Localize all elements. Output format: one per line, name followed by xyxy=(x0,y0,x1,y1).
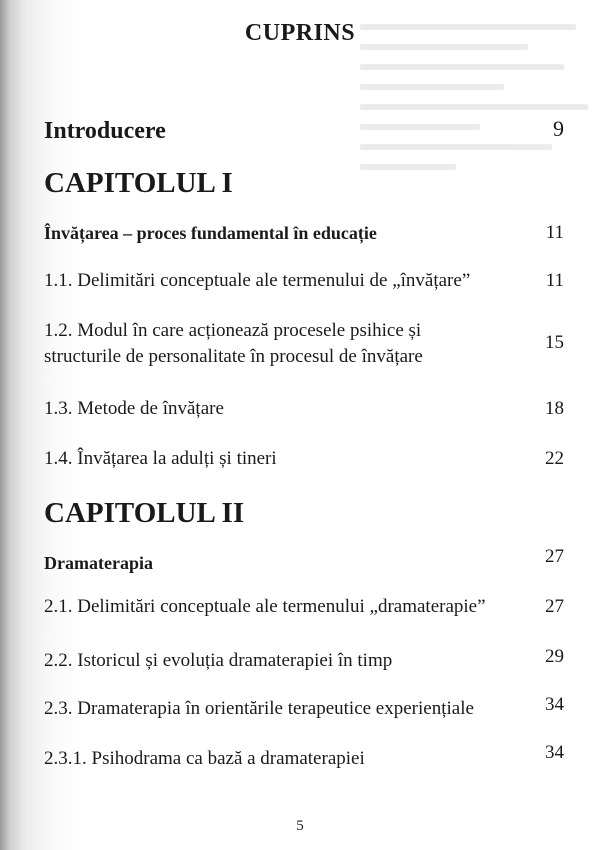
page-number: 5 xyxy=(296,818,304,834)
toc-entry-label: 1.1. Delimitări conceptuale ale termenului de „învățare” xyxy=(44,270,471,291)
toc-entry-label: Învățarea – proces fundamental în educație xyxy=(44,223,377,243)
toc-section-2 xyxy=(44,546,564,576)
toc-entry-page: 9 xyxy=(553,116,564,141)
chapter-heading-1: CAPITOLUL I xyxy=(44,167,233,199)
toc-entry-label: 2.3.1. Psihodrama ca bază a dramaterapiei xyxy=(44,748,365,769)
toc-entry-page: 18 xyxy=(545,398,564,419)
toc-entry xyxy=(44,396,564,422)
toc-entry-label: 1.3. Metode de învățare xyxy=(44,398,224,419)
toc-entry xyxy=(44,648,564,674)
toc-entry-label: 2.2. Istoricul și evoluția dramaterapiei în timp xyxy=(44,650,393,671)
toc-entry xyxy=(44,268,564,294)
toc-entry xyxy=(44,318,564,370)
toc-entry-page: 27 xyxy=(545,546,564,567)
toc-entry-page: 34 xyxy=(545,694,564,715)
toc-entry-introducere xyxy=(44,116,564,146)
toc-entry xyxy=(44,446,564,472)
toc-entry-page: 29 xyxy=(545,646,564,667)
toc-entry-page: 22 xyxy=(545,448,564,469)
toc-entry-page: 15 xyxy=(545,332,564,353)
toc-entry-label: Introducere xyxy=(44,118,166,144)
page-title: CUPRINS xyxy=(244,20,356,46)
toc-entry-label: 2.1. Delimitări conceptuale ale termenului „dramaterapie” xyxy=(44,596,486,617)
toc-entry-label: Dramaterapia xyxy=(44,553,153,573)
chapter-heading-2: CAPITOLUL II xyxy=(44,497,245,529)
toc-entry-page: 27 xyxy=(545,596,564,617)
toc-entry-label: 1.4. Învățarea la adulți și tineri xyxy=(44,448,277,469)
toc-entry xyxy=(44,696,564,722)
toc-entry xyxy=(44,742,564,772)
toc-entry-label: 2.3. Dramaterapia în orientările terapeutice experiențiale xyxy=(44,698,474,719)
toc-entry-label: 1.2. Modul în care acționează procesele psihice și structurile de personalitate în procesul de învățare xyxy=(44,320,423,367)
toc-section-1 xyxy=(44,220,564,246)
toc-entry-page: 34 xyxy=(545,742,564,763)
toc-entry-page: 11 xyxy=(545,270,564,291)
toc-entry-page: 11 xyxy=(545,222,564,243)
toc-entry xyxy=(44,594,564,620)
